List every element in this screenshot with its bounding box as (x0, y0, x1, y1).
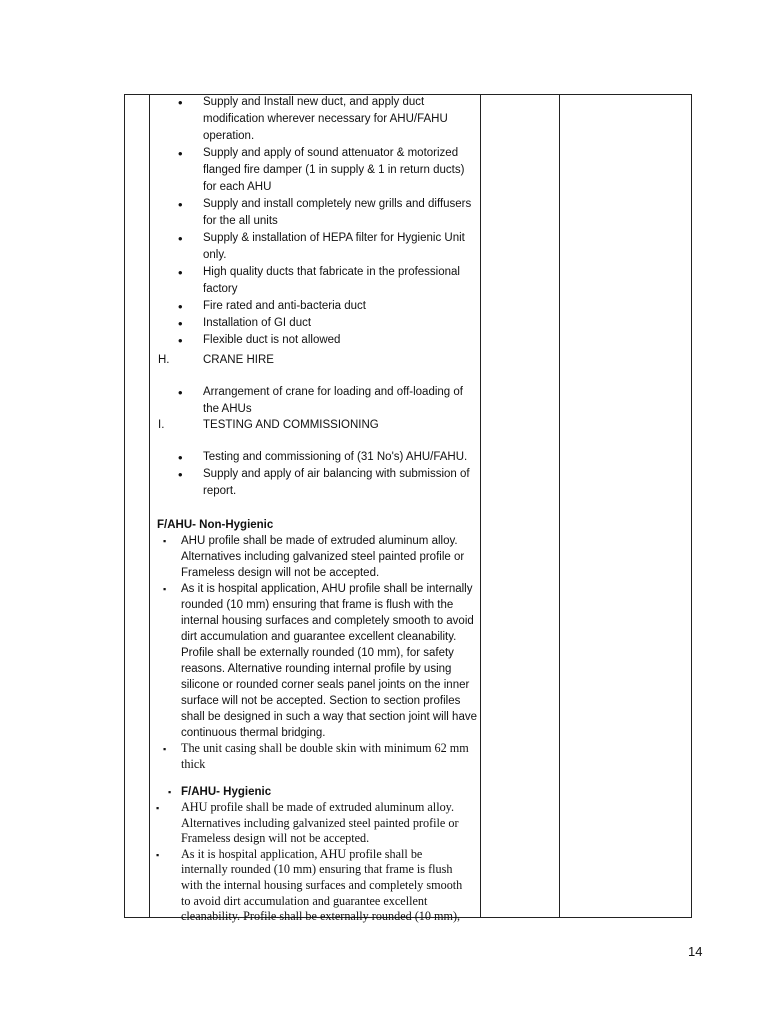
bullet-text-line: Installation of GI duct (203, 317, 312, 329)
square-bullet: ▪ (156, 849, 160, 860)
bullet-dot: • (178, 95, 183, 110)
non-hygienic-line: thick (181, 757, 206, 771)
non-hygienic-line: silicone or rounded corner seals panel joints on the inner (181, 679, 470, 691)
hygienic-heading-bullet: ▪ (168, 787, 172, 797)
bullet-text-line: the AHUs (203, 403, 252, 415)
bullet-text-line: Testing and commissioning of (31 No's) AHU/FAHU. (203, 451, 468, 463)
non-hygienic-line: continuous thermal bridging. (181, 727, 326, 739)
bullet-dot: • (178, 467, 183, 482)
column-divider-2 (480, 94, 481, 918)
bullet-text-line: Supply and apply of sound attenuator & motorized (203, 147, 459, 159)
non-hygienic-line: AHU profile shall be made of extruded aluminum alloy. (181, 535, 458, 547)
non-hygienic-line: The unit casing shall be double skin with minimum 62 mm (181, 741, 469, 755)
bullet-text-line: flanged fire damper (1 in supply & 1 in return ducts) (203, 164, 465, 176)
bullet-text-line: for the all units (203, 215, 278, 227)
non-hygienic-line: Frameless design will not be accepted. (181, 567, 380, 579)
hygienic-line: cleanability. Profile shall be externally rounded (10 mm), (181, 909, 461, 924)
bullet-dot: • (178, 333, 183, 348)
square-bullet: ▪ (163, 536, 167, 546)
bullet-dot: • (178, 231, 183, 246)
section-i-letter: I. (158, 419, 165, 431)
hygienic-line: Frameless design will not be accepted. (181, 831, 370, 846)
bullet-dot: • (178, 265, 183, 280)
bullet-text-line: Fire rated and anti-bacteria duct (203, 300, 367, 312)
bullet-text-line: Flexible duct is not allowed (203, 334, 341, 346)
hygienic-line: As it is hospital application, AHU profile shall be (181, 846, 423, 861)
non-hygienic-line: rounded (10 mm) ensuring that frame is flush with the (181, 599, 454, 611)
bullet-text-line: for each AHU (203, 181, 272, 193)
bullet-text-line: High quality ducts that fabricate in the professional (203, 266, 460, 278)
section-h-title: CRANE HIRE (203, 354, 274, 366)
column-divider-3 (559, 94, 560, 918)
bullet-text-line: Arrangement of crane for loading and off-loading of (203, 386, 463, 398)
bullet-text-line: factory (203, 283, 238, 295)
hygienic-line: with the internal housing surfaces and completely smooth (181, 878, 463, 892)
non-hygienic-line: internal housing surfaces and completely smooth to avoid (181, 615, 474, 627)
non-hygienic-line: As it is hospital application, AHU profile shall be internally (181, 583, 473, 595)
bullet-dot: • (178, 316, 183, 331)
bullet-text-line: Supply and apply of air balancing with submission of (203, 468, 470, 480)
bullet-text-line: Supply and install completely new grills and diffusers (203, 198, 472, 210)
column-divider-1 (149, 94, 150, 918)
table-border-right (691, 94, 692, 918)
non-hygienic-line: shall be designed in such a way that section joint will have (181, 711, 477, 723)
hygienic-line: to avoid dirt accumulation and guarantee excellent (181, 893, 428, 908)
bullet-dot: • (178, 299, 183, 314)
non-hygienic-line: Alternatives including galvanized steel painted profile or (181, 551, 465, 563)
bullet-text-line: Supply & installation of HEPA filter for Hygienic Unit (203, 232, 465, 244)
bullet-text-line: Supply and Install new duct, and apply duct (203, 96, 425, 108)
hygienic-heading: F/AHU- Hygienic (181, 786, 272, 798)
bullet-dot: • (178, 146, 183, 161)
hygienic-line: Alternatives including galvanized steel painted profile or (181, 815, 459, 830)
hygienic-line: AHU profile shall be made of extruded aluminum alloy. (181, 800, 455, 814)
section-h-letter: H. (158, 354, 170, 366)
bullet-text-line: modification wherever necessary for AHU/FAHU (203, 113, 448, 125)
bullet-dot: • (178, 197, 183, 212)
section-i-title: TESTING AND COMMISSIONING (203, 419, 379, 431)
square-bullet: ▪ (163, 744, 167, 754)
non-hygienic-line: reasons. Alternative rounding internal profile by using (181, 663, 452, 675)
bullet-dot: • (178, 385, 183, 400)
page-number: 14 (688, 944, 703, 959)
square-bullet: ▪ (163, 584, 167, 594)
non-hygienic-line: dirt accumulation and guarantee excellent cleanability. (181, 631, 457, 643)
bullet-dot: • (178, 450, 183, 465)
non-hygienic-heading: F/AHU- Non-Hygienic (157, 519, 274, 531)
bullet-text-line: operation. (203, 130, 255, 142)
table-border-left (124, 94, 125, 918)
square-bullet: ▪ (156, 803, 160, 813)
hygienic-line: internally rounded (10 mm) ensuring that frame is flush (181, 862, 453, 877)
non-hygienic-line: surface will not be accepted. Section to section profiles (181, 695, 461, 707)
bullet-text-line: only. (203, 249, 227, 261)
bullet-text-line: report. (203, 485, 237, 497)
non-hygienic-line: Profile shall be externally rounded (10 mm), for safety (181, 647, 454, 659)
